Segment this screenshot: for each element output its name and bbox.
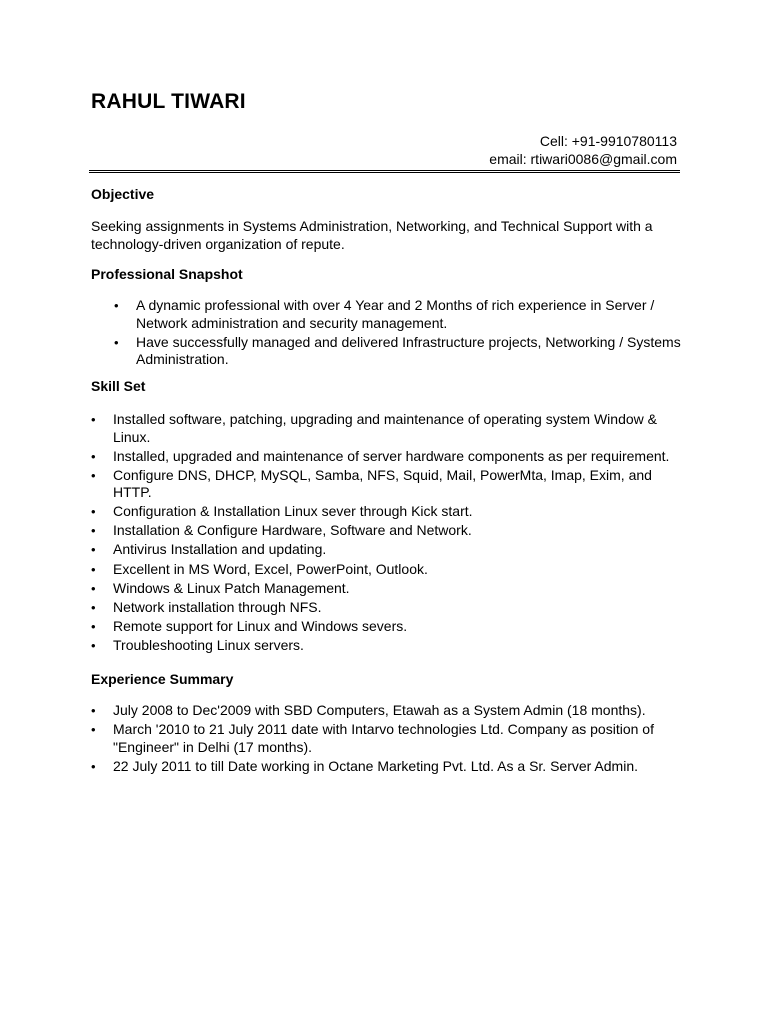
bullet-icon: • [91, 703, 96, 718]
list-item [91, 522, 681, 540]
list-item [91, 467, 681, 502]
list-item-text: Excellent in MS Word, Excel, PowerPoint, Outlook. [113, 560, 428, 577]
list-item-text: Configure DNS, DHCP, MySQL, Samba, NFS, Squid, Mail, PowerMta, Imap, Exim, and HTTP. [113, 466, 652, 501]
bullet-icon: • [114, 334, 119, 350]
list-item [91, 561, 681, 579]
skills-list [91, 411, 681, 656]
bullet-icon: • [91, 618, 96, 634]
bullet-icon: • [91, 504, 96, 520]
list-item [91, 599, 681, 617]
list-item [91, 618, 681, 636]
candidate-name: RAHUL TIWARI [91, 90, 246, 113]
list-item-text: Antivirus Installation and updating. [113, 541, 327, 558]
list-item [91, 758, 681, 776]
list-item-text: July 2008 to Dec'2009 with SBD Computers, Etawah as a System Admin (18 months). [113, 702, 646, 718]
list-item-text: 22 July 2011 to till Date working in Octane Marketing Pvt. Ltd. As a Sr. Server Admin. [113, 757, 638, 774]
contact-block [489, 132, 677, 168]
email-address: email: rtiwari0086@gmail.com [489, 151, 677, 167]
bullet-icon: • [91, 542, 96, 558]
bullet-icon: • [91, 637, 96, 653]
list-item [91, 702, 681, 720]
header-divider [89, 170, 680, 173]
snapshot-list [114, 297, 684, 370]
list-item-text: Network installation through NFS. [113, 598, 322, 615]
bullet-icon: • [114, 298, 119, 313]
list-item-text: March '2010 to 21 July 2011 date with Intarvo technologies Ltd. Company as position of "Engineer" in Delhi (17 months). [113, 721, 654, 755]
phone-number: Cell: +91-9910780113 [539, 133, 677, 149]
list-item [91, 503, 681, 521]
skills-heading: Skill Set [91, 378, 146, 394]
list-item [114, 297, 684, 332]
list-item-text: Configuration & Installation Linux sever through Kick start. [113, 503, 473, 520]
list-item [91, 580, 681, 598]
list-item [91, 721, 681, 756]
list-item [91, 448, 681, 466]
list-item-text: Have successfully managed and delivered Infrastructure projects, Networking / Systems Administration. [136, 333, 681, 368]
list-item-text: Installation & Configure Hardware, Software and Network. [113, 522, 472, 539]
bullet-icon: • [91, 467, 96, 483]
list-item [91, 541, 681, 559]
bullet-icon: • [91, 599, 96, 615]
list-item-text: Troubleshooting Linux servers. [113, 636, 304, 653]
list-item-text: A dynamic professional with over 4 Year and 2 Months of rich experience in Server / Network administration and security management. [136, 297, 655, 331]
experience-heading: Experience Summary [91, 671, 234, 687]
bullet-icon: • [91, 448, 96, 464]
bullet-icon: • [91, 561, 96, 577]
objective-text: Seeking assignments in Systems Administration, Networking, and Technical Support with a technology-driven organization of repute. [91, 218, 653, 252]
bullet-icon: • [91, 722, 96, 738]
bullet-icon: • [91, 580, 96, 596]
list-item [114, 334, 684, 369]
bullet-icon: • [91, 523, 96, 539]
list-item-text: Installed software, patching, upgrading and maintenance of operating system Window & Linux. [113, 411, 657, 445]
list-item [91, 411, 681, 446]
objective-heading: Objective [91, 186, 155, 202]
list-item [91, 637, 681, 655]
list-item-text: Remote support for Linux and Windows severs. [113, 617, 408, 634]
bullet-icon: • [91, 412, 96, 427]
experience-list [91, 702, 681, 777]
bullet-icon: • [91, 758, 96, 774]
list-item-text: Windows & Linux Patch Management. [113, 579, 350, 596]
list-item-text: Installed, upgraded and maintenance of server hardware components as per requirement. [113, 447, 670, 464]
snapshot-heading: Professional Snapshot [91, 266, 243, 282]
